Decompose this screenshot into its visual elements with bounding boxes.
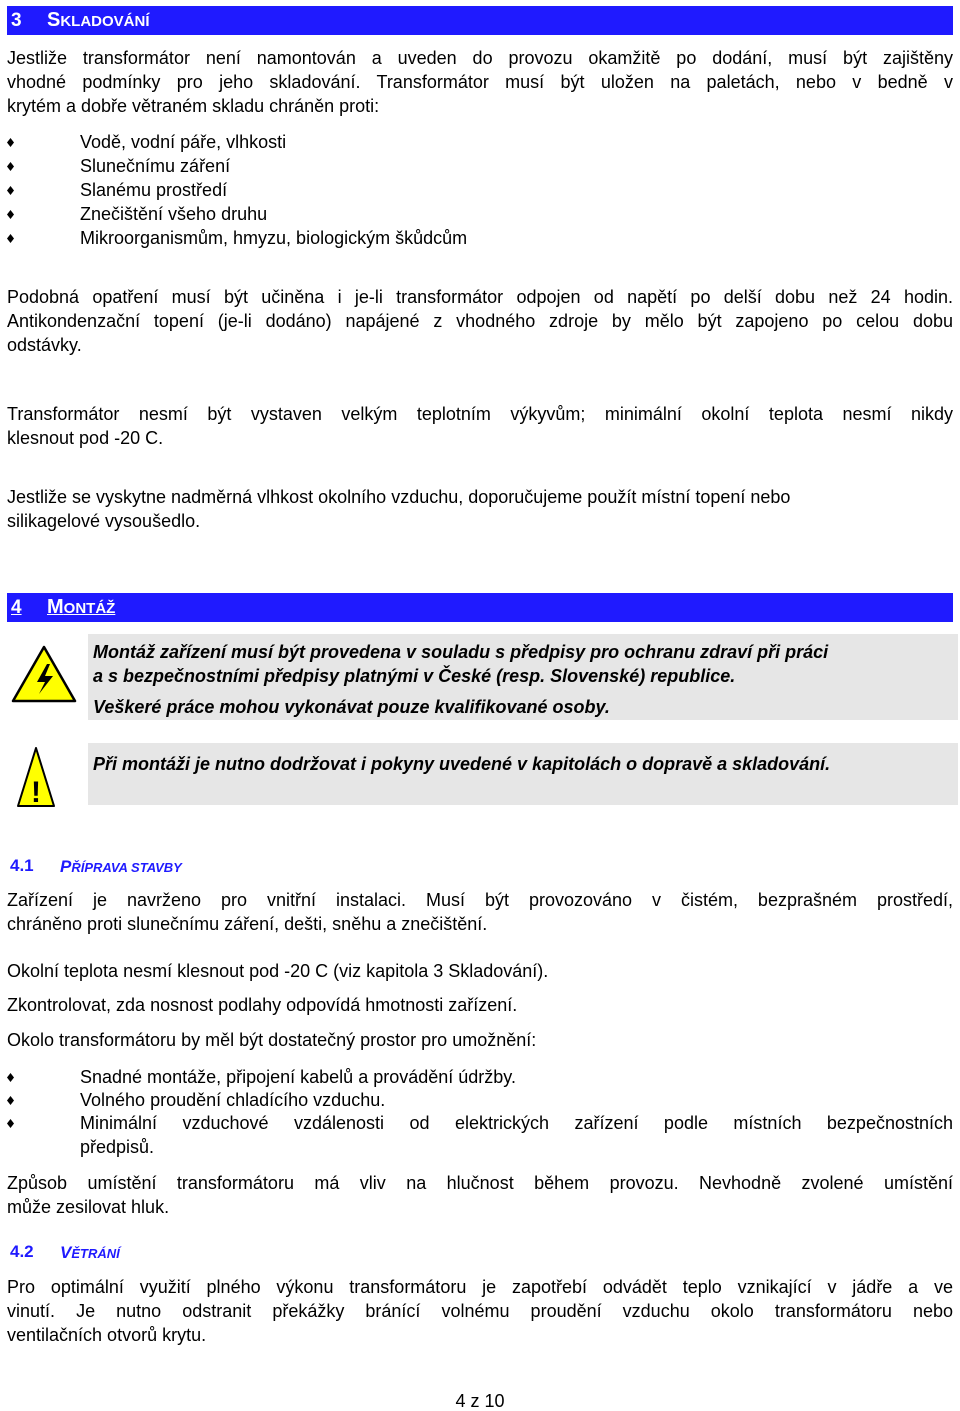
section-number: 3 <box>11 10 22 31</box>
diamond-bullet-icon <box>7 1073 14 1082</box>
section-4-heading <box>7 593 953 622</box>
exclamation-icon <box>16 746 56 808</box>
paragraph: Transformátor nesmí být vystaven velkým teplotním výkyvům; minimální okolní teplota nesmí nikdy klesnout pod -20 C. <box>7 404 953 448</box>
warning-box-safety: Montáž zařízení musí být provedena v souladu s předpisy pro ochranu zdraví při práci a s bezpečnostními předpisy platnými v České (resp. Slovenské) republice. Veškeré práce mohou vykonávat pouze kvalifikované osoby. <box>88 634 958 720</box>
paragraph: Způsob umístění transformátoru má vliv na hlučnost během provozu. Nevhodně zvolené umístění může zesilovat hluk. <box>7 1173 953 1217</box>
paragraph: Zkontrolovat, zda nosnost podlahy odpovídá hmotnosti zařízení. <box>7 995 518 1015</box>
diamond-bullet-icon <box>7 162 14 171</box>
diamond-bullet-icon <box>7 1119 14 1128</box>
diamond-bullet-icon <box>7 138 14 147</box>
paragraph: Pro optimální využití plného výkonu transformátoru je zapotřebí odvádět teplo vznikající v jádře a ve vinutí. Je nutno odstranit překážky bránící volnému proudění vzduchu okolo transformátoru nebo ventilačních otvorů krytu. <box>7 1277 953 1345</box>
section-3-intro: Jestliže transformátor není namontován a uveden do provozu okamžitě po dodání, musí být zajištěny vhodné podmínky pro jeho skladování. Transformátor musí být uložen na paletách, nebo v bedně v krytém a dobře větraném skladu chráněn proti: <box>7 48 953 116</box>
section-3-heading <box>7 6 953 35</box>
diamond-bullet-icon <box>7 234 14 243</box>
diamond-bullet-icon <box>7 210 14 219</box>
section-title: MONTÁŽ <box>47 596 116 618</box>
section-number: 4 <box>11 597 22 618</box>
svg-text:!: ! <box>31 776 41 808</box>
diamond-bullet-icon <box>7 1096 14 1105</box>
section-title: SKLADOVÁNÍ <box>47 9 150 31</box>
paragraph: Podobná opatření musí být učiněna i je-li transformátor odpojen od napětí po delší dobu než 24 hodin. Antikondenzační topení (je-li dodáno) napájené z vhodného zdroje by mělo být zapojeno po celou dobu odstávky. <box>7 287 953 355</box>
paragraph: Okolo transformátoru by měl být dostatečný prostor pro umožnění: <box>7 1030 537 1050</box>
warning-box-instructions: Při montáži je nutno dodržovat i pokyny uvedené v kapitolách o dopravě a skladování. <box>88 743 958 805</box>
paragraph: Okolní teplota nesmí klesnout pod -20 C (viz kapitola 3 Skladování). <box>7 961 549 981</box>
paragraph: Zařízení je navrženo pro vnitřní instalaci. Musí být provozováno v čistém, bezprašném prostředí, chráněno proti slunečnímu záření, dešti, sněhu a znečištění. <box>7 890 953 934</box>
high-voltage-icon <box>10 644 78 704</box>
diamond-bullet-icon <box>7 186 14 195</box>
page-number: 4 z 10 <box>455 1391 505 1411</box>
paragraph: Jestliže se vyskytne nadměrná vlhkost okolního vzduchu, doporučujeme použít místní topení nebo silikagelové vysoušedlo. <box>7 487 791 531</box>
